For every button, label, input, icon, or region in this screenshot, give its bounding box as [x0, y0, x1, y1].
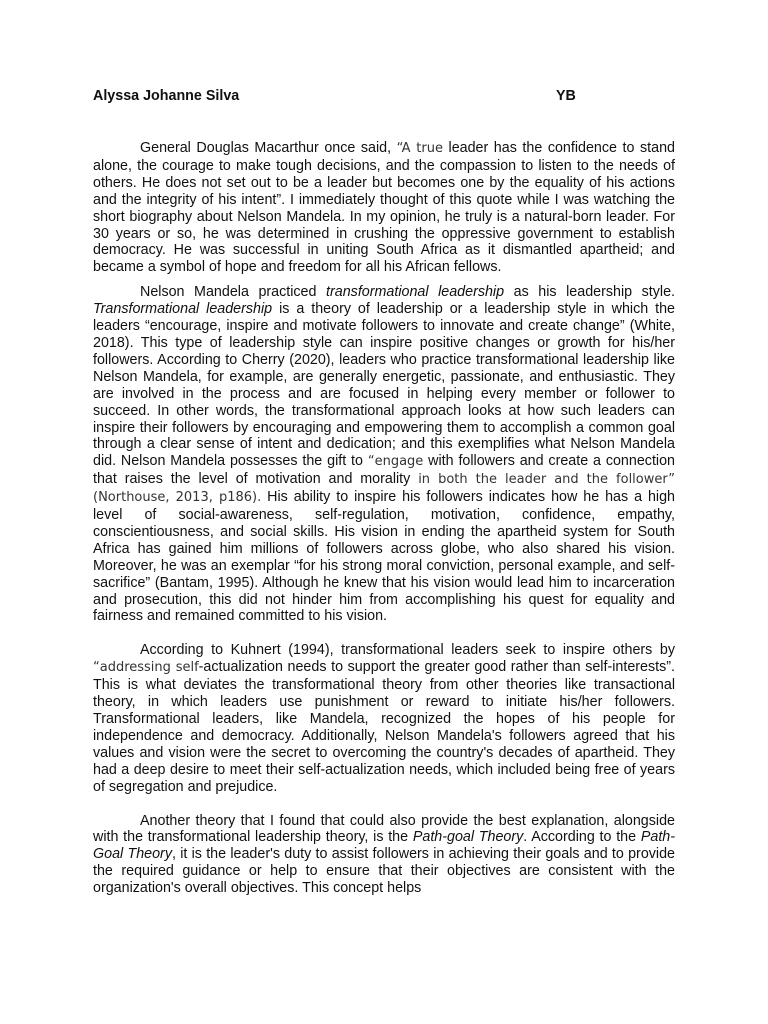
paragraph-2	[93, 284, 675, 625]
paragraph-1	[93, 140, 675, 276]
p3-quote-addressing: “addressing self	[93, 660, 199, 676]
p4-term-2: Path-Goal Theory	[93, 829, 676, 863]
p1-text-a: General Douglas Macarthur once said,	[140, 140, 397, 156]
p3-text-c: -actualization needs to support the greater good rather than self-interests”. This is what deviates the transformational theory from other theories like transactional theory, in which leaders use punishment or reward to initiate his/her followers. Transformational leaders, like Mandela, recognized the hopes of his people for independence and democracy. Additionally, Nelson Mandela's followers agreed that his values and vision were the secret to overcoming the country's decades of apartheid. They had a deep desire to meet their self-actualization needs, which included being free of years of segregation and prejudice.	[93, 659, 675, 795]
paragraph-4	[93, 813, 675, 898]
p2-text-i: His ability to inspire his followers indicates how he has a high level of social-awareness, self-regulation, motivation, confidence, empathy, conscientiousness, and social skills. His vision in ending the apartheid system for South Africa has gained him millions of followers across globe, who also shared his vision. Moreover, he was an exemplar “for his strong moral conviction, personal example, and self-sacrifice” (Bantam, 1995). Although he knew that his vision would lead him to incarceration and prosecution, this did not hinder him from accomplishing his quest for equality and fairness and remained committed to his vision.	[93, 489, 676, 625]
p4-text-e: , it is the leader's duty to assist followers in achieving their goals and to provide the required guidance or help to ensure that their objectives are consistent with the organization's overall objectives. This concept helps	[93, 846, 675, 897]
p2-citation-northouse: in both the leader and the follower” (Northouse, 2013, p186).	[93, 472, 675, 506]
p2-term-1: transformational leadership	[326, 284, 505, 301]
p3-text-a: According to Kuhnert (1994), transformational leaders seek to inspire others by	[140, 642, 675, 659]
document-header	[93, 88, 683, 108]
p2-text-a: Nelson Mandela practiced	[140, 284, 327, 301]
paragraph-3	[93, 642, 675, 795]
p4-text-a: Another theory that I found that could also provide the best explanation, alongside with the transformational leadership theory, is the	[93, 812, 675, 846]
p2-text-e: is a theory of leadership or a leadership style in which the leaders “encourage, inspire and motivate followers to innovate and create change” (White, 2018). This type of leadership style can inspire positive changes or growth for his/her followers. According to Cherry (2020), leaders who practice transformational leadership like Nelson Mandela, for example, are generally energetic, passionate, and enthusiastic. They are involved in the process and are focused in helping every member or follower to succeed. In other words, the transformational approach looks at how such leaders can inspire their followers by encouraging and empowering them to accomplish a common goal through a clear sense of intent and dedication; and this exemplifies what Nelson Mandela did. Nelson Mandela possesses the gift to	[93, 301, 675, 470]
p1-text-c: leader has the confidence to stand alone, the courage to make tough decisions, and the compassion to listen to the needs of others. He does not set out to be a leader but becomes one by the equality of his actions and the integrity of his intent”. I immediately thought of this quote while I was watching the short biography about Nelson Mandela. In my opinion, he truly is a natural-born leader. For 30 years or so, he was determined in crushing the oppressive government to establish democracy. He was successful in uniting South Africa as it dismantled apartheid; and became a symbol of hope and freedom for all his African fellows.	[93, 140, 675, 276]
author-name: Alyssa Johanne Silva	[93, 88, 240, 104]
p2-quote-engage: “engage	[367, 454, 424, 470]
p2-text-g: with followers and create a connection that raises the level of motivation and morality	[93, 453, 675, 488]
p2-term-2: Transformational leadership	[93, 301, 273, 318]
p4-text-c: . According to the	[523, 829, 641, 846]
p1-quote-start: “A true	[396, 141, 443, 156]
essay-body	[93, 140, 675, 897]
p2-text-c: as his leadership style.	[504, 284, 676, 301]
section-label: YB	[556, 88, 576, 104]
p4-term-1: Path-goal Theory	[412, 829, 524, 846]
